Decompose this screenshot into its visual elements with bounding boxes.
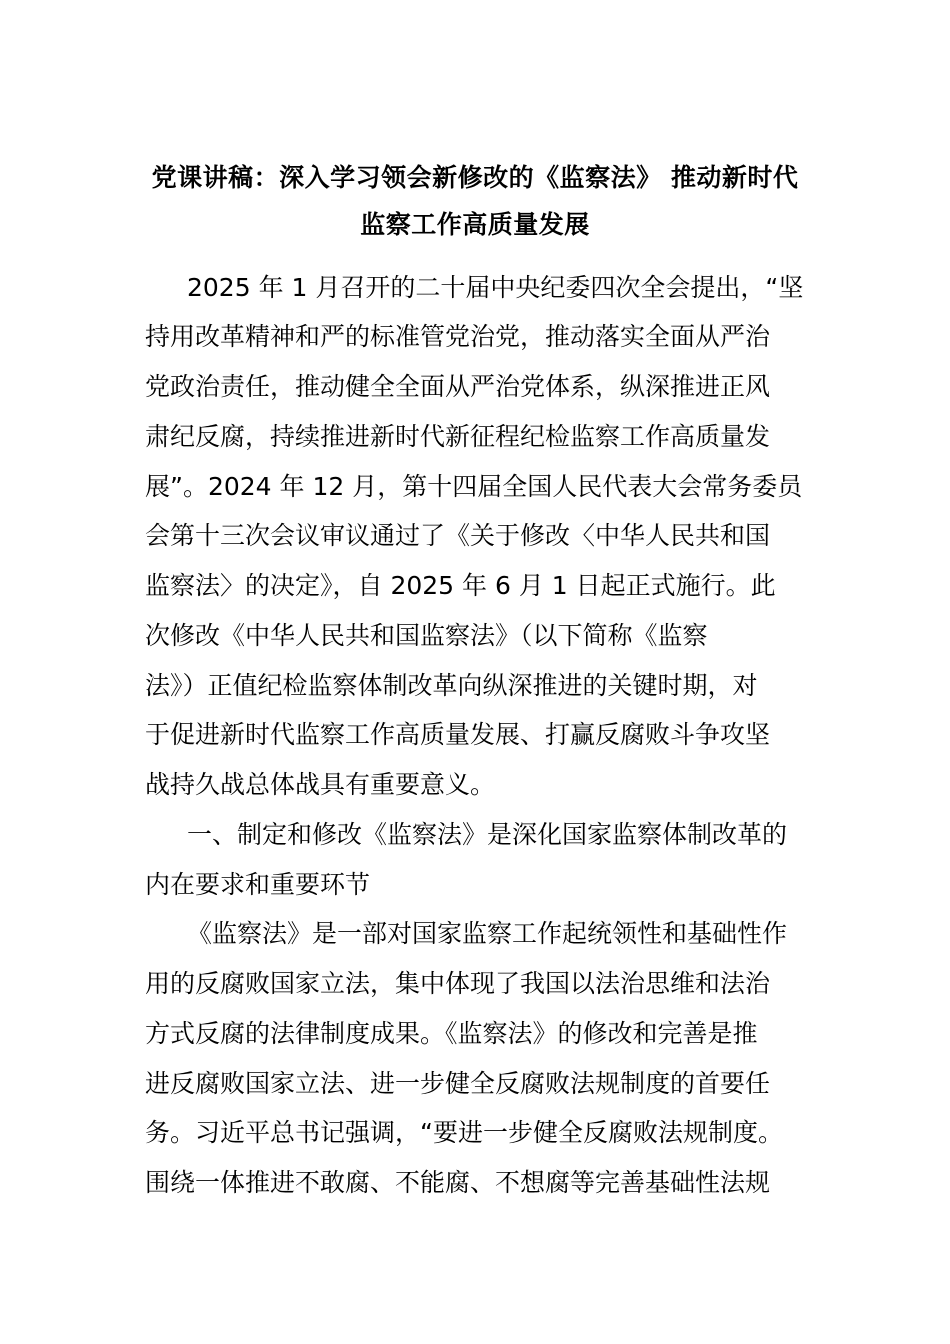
paragraph-1-line-2: 持用改革精神和严的标准管党治党，推动落实全面从严治 [145, 322, 771, 351]
paragraph-1-line-10: 于促进新时代监察工作高质量发展、打赢反腐败斗争攻坚 [145, 720, 771, 749]
paragraph-1-line-8: 次修改《中华人民共和国监察法》（以下简称《监察 [145, 621, 708, 650]
paragraph-1-line-4: 肃纪反腐，持续推进新时代新征程纪检监察工作高质量发 [145, 422, 771, 451]
section-heading-line-1: 一、制定和修改《监察法》是深化国家监察体制改革的 [187, 820, 788, 849]
paragraph-1-line-9: 法》）正值纪检监察体制改革向纵深推进的关键时期，对 [145, 671, 758, 700]
paragraph-2-line-1: 《监察法》是一部对国家监察工作起统领性和基础性作 [187, 919, 788, 948]
paragraph-2-line-3: 方式反腐的法律制度成果。《监察法》的修改和完善是推 [145, 1019, 758, 1048]
document-title-line-2: 监察工作高质量发展 [360, 210, 590, 239]
section-heading-line-2: 内在要求和重要环节 [145, 870, 371, 899]
paragraph-2-line-6: 围绕一体推进不敢腐、不能腐、不想腐等完善基础性法规 [145, 1168, 771, 1197]
paragraph-1-line-1: 2025 年 1 月召开的二十届中央纪委四次全会提出，“坚 [187, 273, 804, 302]
paragraph-2-line-4: 进反腐败国家立法、进一步健全反腐败法规制度的首要任 [145, 1069, 771, 1098]
paragraph-1-line-5: 展”。2024 年 12 月，第十四届全国人民代表大会常务委员 [145, 472, 803, 501]
paragraph-1-line-6: 会第十三次会议审议通过了《关于修改〈中华人民共和国 [145, 521, 771, 550]
paragraph-2-line-2: 用的反腐败国家立法，集中体现了我国以法治思维和法治 [145, 969, 771, 998]
paragraph-1-line-7: 监察法〉的决定》，自 2025 年 6 月 1 日起正式施行。此 [145, 571, 776, 600]
document-title-line-1: 党课讲稿：深入学习领会新修改的《监察法》 推动新时代 [151, 163, 799, 192]
paragraph-2-line-5: 务。习近平总书记强调，“要进一步健全反腐败法规制度。 [145, 1118, 783, 1147]
paragraph-1-line-3: 党政治责任，推动健全全面从严治党体系，纵深推进正风 [145, 372, 771, 401]
paragraph-1-line-11: 战持久战总体战具有重要意义。 [145, 770, 496, 799]
